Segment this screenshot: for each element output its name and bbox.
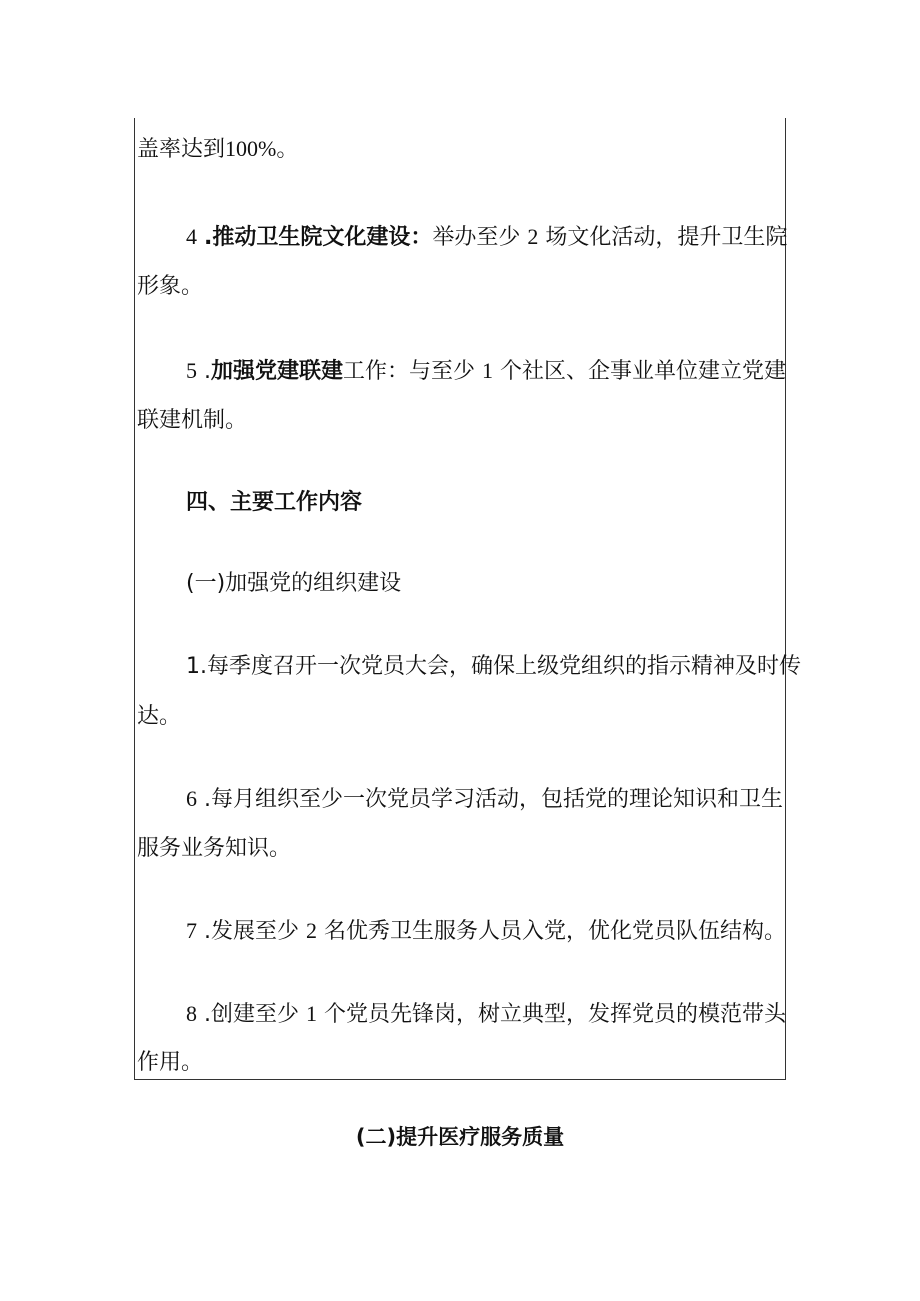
point-7-count: 2 — [306, 918, 318, 943]
section-4-heading: 四、主要工作内容 — [186, 490, 363, 515]
point-7-number: 7 — [186, 918, 197, 943]
subsection-2-heading: (二)提升医疗服务质量 — [355, 1125, 565, 1149]
item-4-title: 推动卫生院文化建设 — [212, 225, 411, 250]
point-7-text-pre: 发展至少 — [211, 919, 300, 944]
item-5-line-2: 联建机制。 — [137, 408, 248, 433]
item-5-text-a: 工作：与至少 — [343, 359, 476, 384]
point-7-line-1 — [186, 916, 786, 947]
point-6-dot: . — [204, 787, 211, 812]
item-5-count: 1 — [482, 358, 494, 383]
item-4-line-2: 形象。 — [137, 274, 204, 299]
coverage-line — [137, 134, 298, 165]
point-6-text: 每月组织至少一次党员学习活动，包括党的理论知识和卫生 — [211, 787, 784, 812]
point-8-text-post: 个党员先锋岗，树立典型，发挥党员的模范带头 — [324, 1002, 787, 1027]
item-4-line-1 — [186, 222, 787, 253]
coverage-suffix: 。 — [276, 137, 299, 162]
item-5-title: 加强党建联建 — [211, 359, 344, 384]
point-8-line-1 — [186, 999, 786, 1030]
point-1-line-1: 1.每季度召开一次党员大会，确保上级党组织的指示精神及时传 — [186, 654, 801, 679]
point-8-line-2: 作用。 — [137, 1050, 204, 1075]
point-8-count: 1 — [306, 1001, 318, 1026]
point-6-line-1 — [186, 784, 783, 815]
item-5-text-b: 个社区、企事业单位建立党建 — [500, 359, 787, 384]
point-7-dot: . — [204, 919, 211, 944]
coverage-prefix: 盖率达到 — [137, 137, 226, 162]
point-8-dot: . — [204, 1002, 211, 1027]
point-8-number: 8 — [186, 1001, 197, 1026]
point-7-text-post: 名优秀卫生服务人员入党，优化党员队伍结构。 — [324, 919, 787, 944]
subsection-1-heading: (一)加强党的组织建设 — [186, 571, 402, 596]
item-4-text-post: 场文化活动，提升卫生院 — [545, 225, 788, 250]
item-4-text-pre: 举办至少 — [432, 225, 521, 250]
item-5-dot: . — [204, 359, 211, 384]
item-5-number: 5 — [186, 358, 197, 383]
item-4-colon: ： — [410, 225, 433, 250]
point-1-line-2: 达。 — [137, 704, 182, 729]
item-4-number: 4 — [186, 224, 197, 249]
item-5-line-1 — [186, 356, 786, 387]
point-6-line-2: 服务业务知识。 — [137, 836, 292, 861]
item-4-count: 2 — [527, 224, 539, 249]
item-4-dot: . — [204, 225, 213, 250]
point-6-number: 6 — [186, 786, 197, 811]
point-8-text-pre: 创建至少 — [211, 1002, 300, 1027]
coverage-value: 100% — [225, 136, 277, 161]
